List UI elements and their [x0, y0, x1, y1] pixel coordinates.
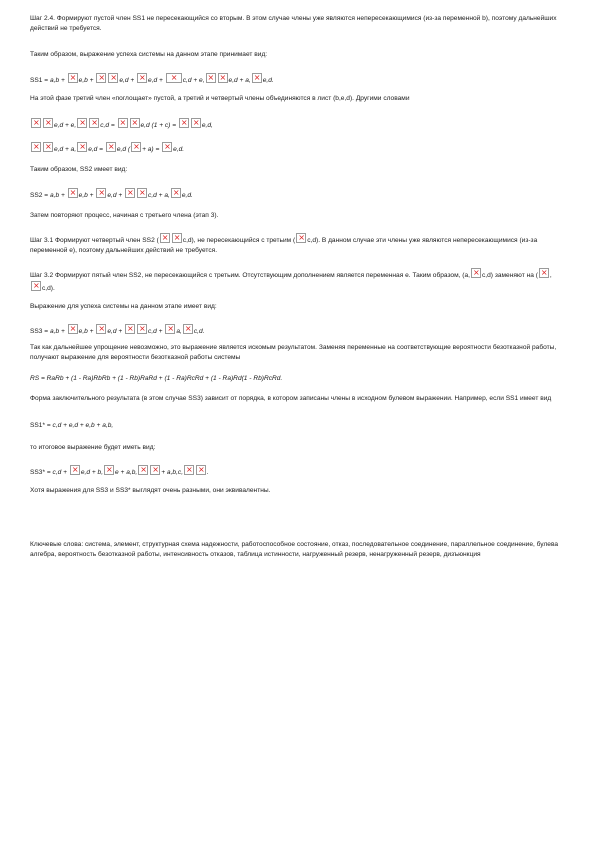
- though-paragraph: Хотя выражения для SS3 и SS3* выглядят очень разными, они эквивалентны.: [30, 487, 271, 494]
- missing-image-icon: [252, 73, 262, 83]
- equation-ss3: SS3 = a,b + ×e,b + ×e,d + ×× c,d + ×a,× c,d.: [30, 324, 205, 337]
- missing-image-icon: [172, 233, 182, 243]
- keywords-paragraph: Ключевые слова: система, элемент, структурная схема надежности, работоспособное состояние, отказ, последовательное соединение, параллельное соединение, булева алгебра, вероятность безотказной работы, интенсивность отказов, таблица истинности, нагруженный резерв, ненагруженный резерв, дизъюнкция: [30, 540, 559, 558]
- missing-image-icon: [162, 142, 172, 152]
- missing-image-icon: [31, 118, 41, 128]
- final-paragraph: то итоговое выражение будет иметь вид:: [30, 444, 156, 451]
- missing-image-icon: [471, 268, 481, 278]
- missing-image-icon: [68, 73, 78, 83]
- missing-image-icon: [296, 233, 306, 243]
- step-2-4-paragraph: Шаг 2.4. Формируют пустой член SS1 не пересекающийся со вторым. В этом случае члены уже являются непересекающимися (из-за переменной b), поэтому дальнейших действий не требуется.: [30, 15, 557, 32]
- equation-ss1-star: SS1* = c,d + e,d + e,b + a,b,: [30, 422, 114, 429]
- missing-image-icon: [160, 233, 170, 243]
- missing-image-icon: [68, 188, 78, 198]
- ss1-star-label: SS1* =: [30, 422, 53, 429]
- missing-image-icon: [96, 188, 106, 198]
- missing-image-icon: [539, 268, 549, 278]
- missing-image-icon: [137, 324, 147, 334]
- missing-image-icon: [31, 142, 41, 152]
- equation-merge-2: ××e,d + a,× e,d = ×e,d (× + a) = ×e,d.: [30, 142, 184, 155]
- missing-image-icon: [166, 73, 182, 83]
- missing-image-icon: [96, 73, 106, 83]
- ss1-label: SS1 =: [30, 77, 50, 84]
- equation-ss2: SS2 = a,b + ×e,b + ×e,d + ×× c,d + a,× e,d.: [30, 188, 193, 201]
- form-paragraph: Форма заключительного результата (в этом случае SS3) зависит от порядка, в котором записаны члены в исходном булевом выражении. Например, если SS1 имеет вид: [30, 395, 552, 402]
- missing-image-icon: [191, 118, 201, 128]
- equation-rs: RS = RaRb + (1 - Ra)RbRb + (1 - Rb)RaRd + (1 - Ra)RcRd + (1 - Ra)Rd(1 - Rb)RcRd.: [30, 375, 283, 382]
- equation-merge-1: ××e,d + e,×× c,d = ×× e,d (1 + c) = ×× e,d,: [30, 118, 213, 131]
- missing-image-icon: [108, 73, 118, 83]
- ss3-label: SS3 =: [30, 328, 50, 335]
- missing-image-icon: [31, 281, 41, 291]
- missing-image-icon: [77, 142, 87, 152]
- ss3-expression-paragraph: Выражение для успеха системы на данном этапе имеет вид:: [30, 303, 217, 310]
- missing-image-icon: [106, 142, 116, 152]
- ss2-has-paragraph: Таким образом, SS2 имеет вид:: [30, 166, 128, 173]
- missing-image-icon: [43, 142, 53, 152]
- missing-image-icon: [171, 188, 181, 198]
- missing-image-icon: [179, 118, 189, 128]
- missing-image-icon: [137, 188, 147, 198]
- missing-image-icon: [137, 73, 147, 83]
- equation-ss1: SS1 = a,b + ×e,b + ×× e,d + ×e,d + × c,d + e,×× e,d + a,× e,d.: [30, 73, 274, 86]
- missing-image-icon: [125, 324, 135, 334]
- thus-paragraph: Таким образом, выражение успеха системы на данном этапе принимает вид:: [30, 51, 268, 58]
- missing-image-icon: [165, 324, 175, 334]
- missing-image-icon: [138, 465, 148, 475]
- missing-image-icon: [118, 118, 128, 128]
- missing-image-icon: [68, 324, 78, 334]
- missing-image-icon: [196, 465, 206, 475]
- step-3-1-paragraph: Шаг 3.1 Формируют четвертый член SS2 (×× c,d), не пересекающийся с третьим (× c,d). В данном случае эти члены уже являются непересекающимися (из-за переменной e), поэтому дальнейших действий не требуется.: [30, 233, 560, 256]
- ss2-label: SS2 =: [30, 192, 50, 199]
- missing-image-icon: [183, 324, 193, 334]
- further-paragraph: Так как дальнейшее упрощение невозможно, это выражение является искомым результатом. Заменяя переменные на соответствующие вероятности безотказной работы, получают выражение для вероятности безотказной работы системы: [30, 344, 557, 361]
- missing-image-icon: [131, 142, 141, 152]
- missing-image-icon: [70, 465, 80, 475]
- ss3-star-label: SS3* =: [30, 469, 53, 476]
- phase-paragraph: На этой фазе третий член «поглощает» пустой, а третий и четвертый члены объединяются в лист (b,e,d). Другими словами: [30, 95, 410, 102]
- missing-image-icon: [218, 73, 228, 83]
- missing-image-icon: [77, 118, 87, 128]
- missing-image-icon: [89, 118, 99, 128]
- missing-image-icon: [150, 465, 160, 475]
- missing-image-icon: [104, 465, 114, 475]
- missing-image-icon: [206, 73, 216, 83]
- repeat-paragraph: Затем повторяют процесс, начиная с третьего члена (этап 3).: [30, 212, 219, 219]
- missing-image-icon: [130, 118, 140, 128]
- equation-ss3-star: SS3* = c,d + ×e,d + b,× e + a,b,×× + a,b,c,×× .: [30, 465, 209, 478]
- step-3-2-paragraph: Шаг 3.2 Формируют пятый член SS2, не пересекающийся с третьим. Отсутствующим дополнением является переменная e. Таким образом, (a,× c,d) заменяют на (× ,×c,d).: [30, 268, 560, 294]
- missing-image-icon: [43, 118, 53, 128]
- missing-image-icon: [96, 324, 106, 334]
- missing-image-icon: [125, 188, 135, 198]
- missing-image-icon: [184, 465, 194, 475]
